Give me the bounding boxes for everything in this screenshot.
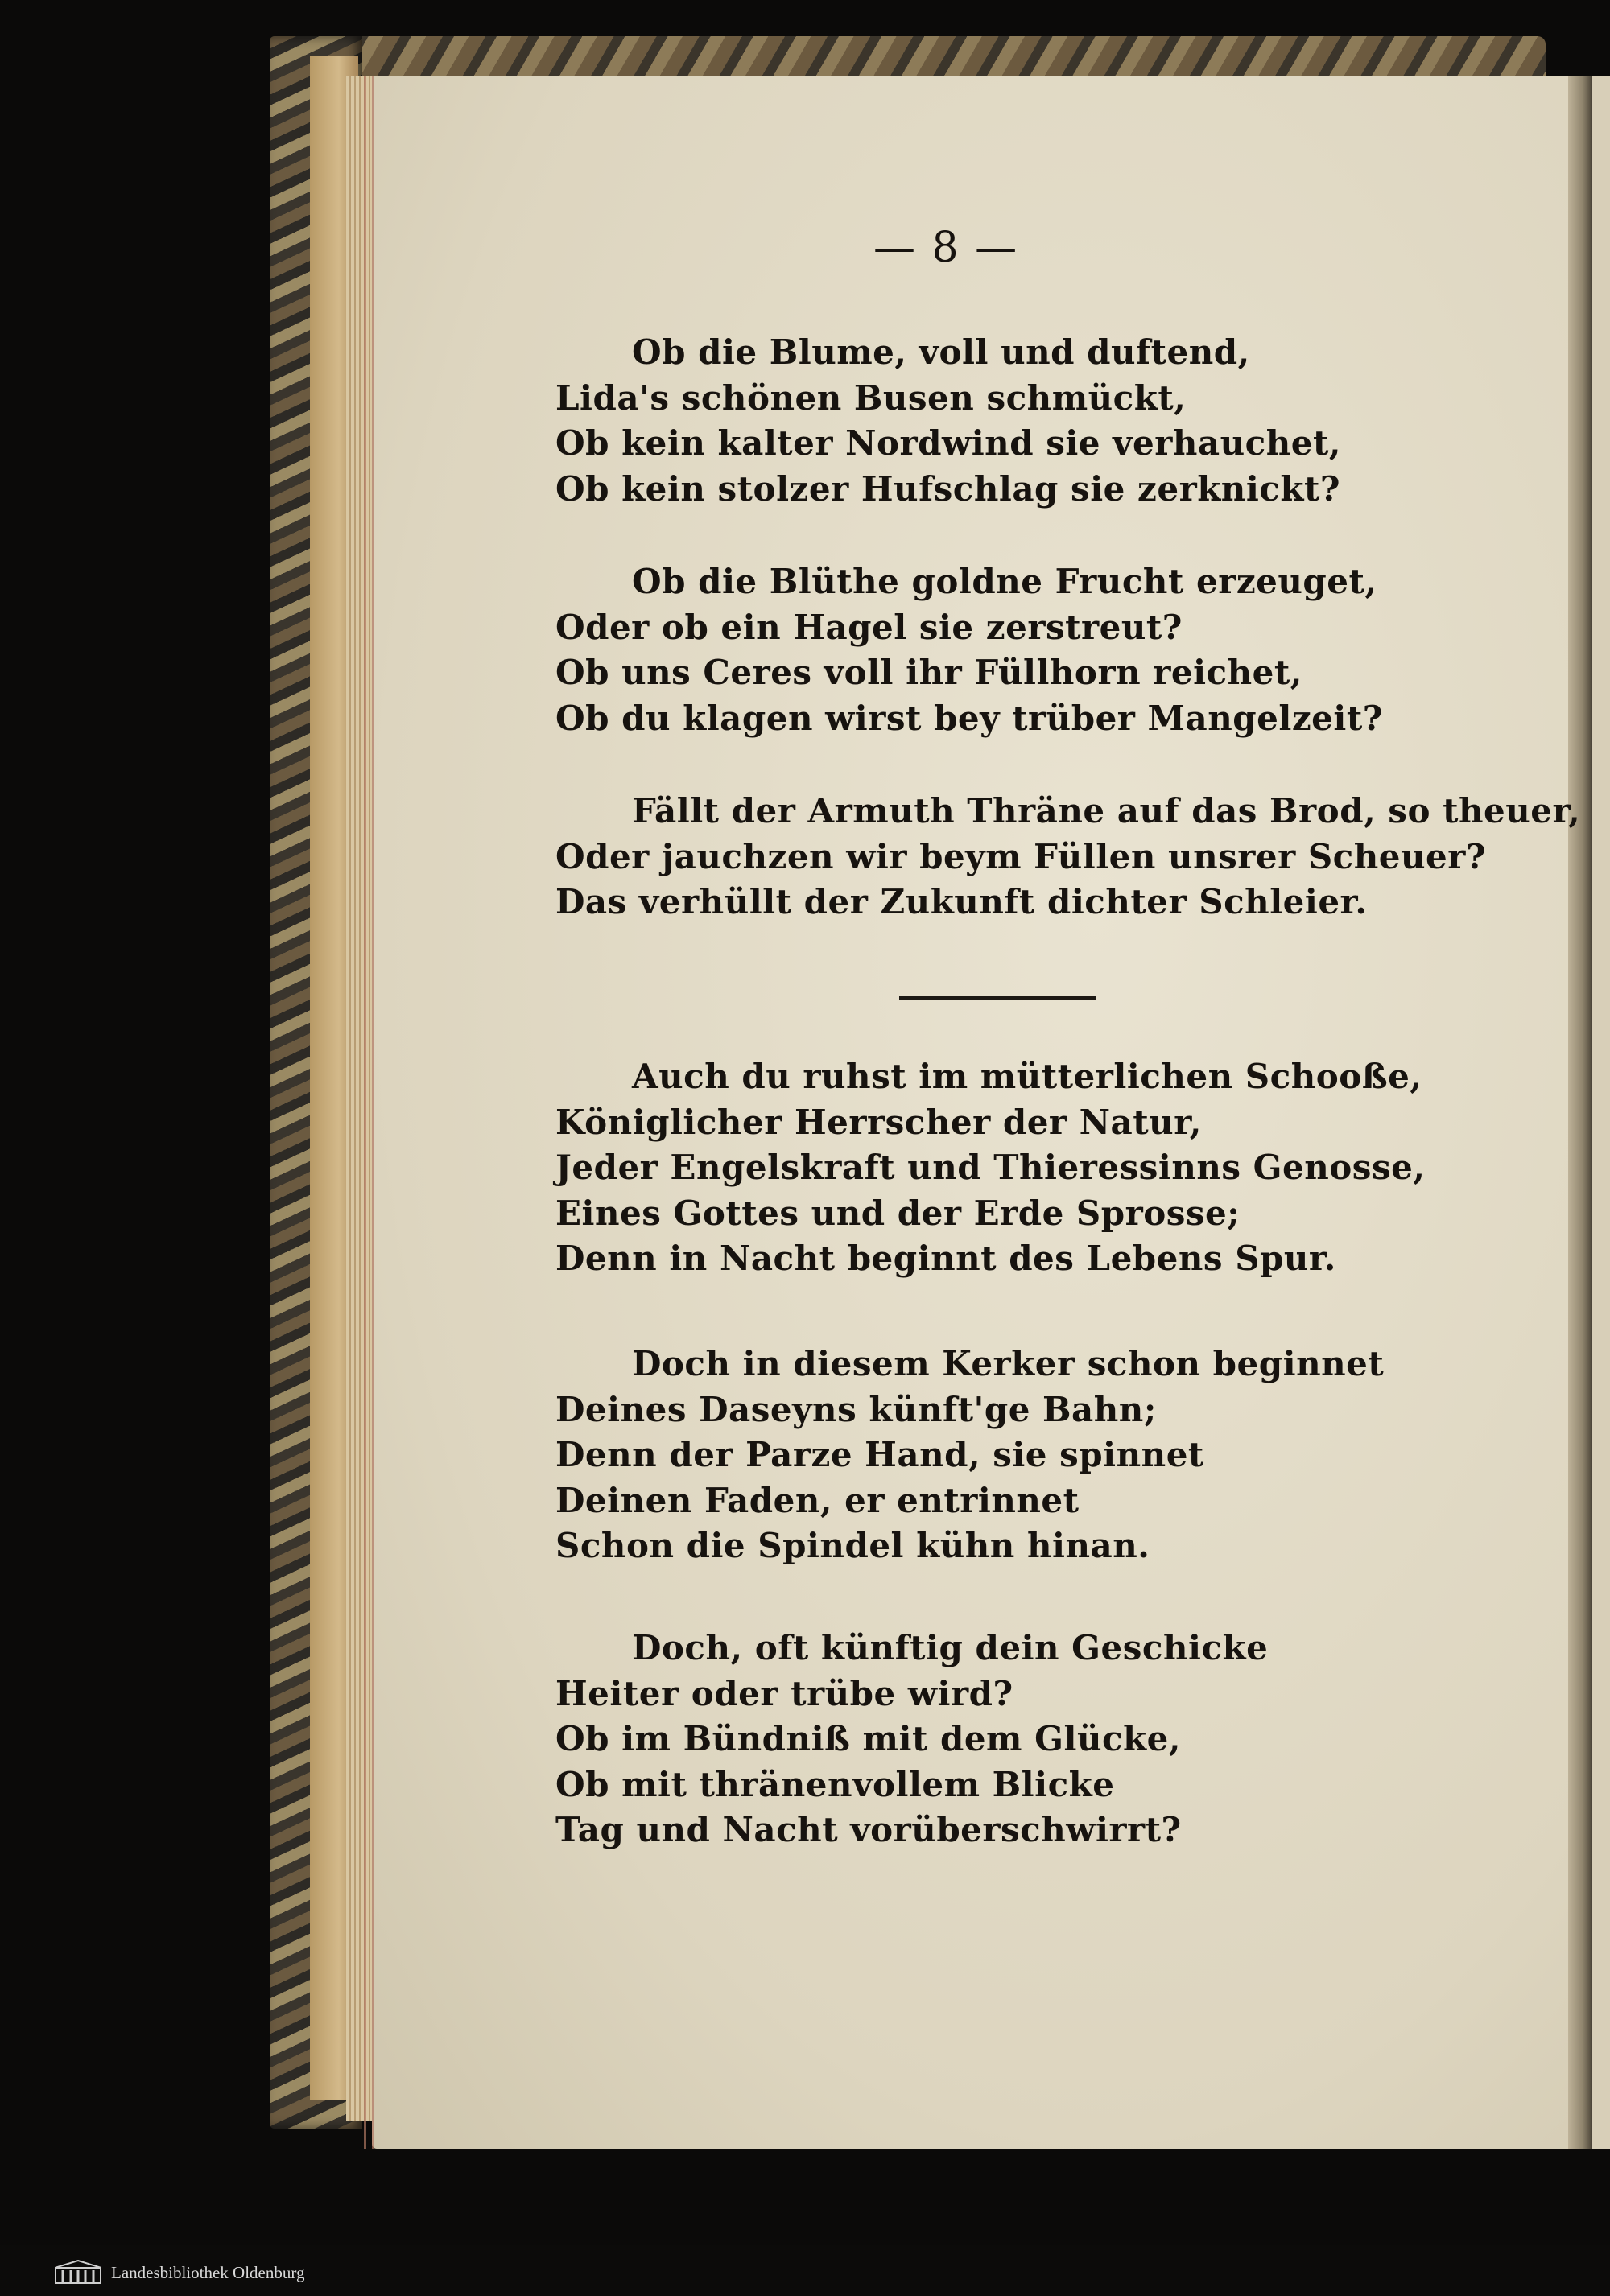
library-name: Landesbibliothek Oldenburg [111, 2263, 305, 2282]
verse-line: Ob die Blüthe goldne Frucht erzeuget, [632, 562, 1377, 601]
verse-line: Schon die Spindel kühn hinan. [555, 1526, 1150, 1566]
verse-line: Ob kein stolzer Hufschlag sie zerknickt? [555, 468, 1340, 509]
stanza [555, 1342, 1538, 1569]
page-edge-line [372, 76, 374, 2149]
verse-line: Ob mit thränenvollem Blicke [555, 1764, 1115, 1804]
stanza [555, 789, 1581, 925]
verse-line: Ob uns Ceres voll ihr Füllhorn reichet, [555, 653, 1302, 693]
verse-line: Oder jauchzen wir beym Füllen unsrer Scheuer? [555, 836, 1487, 876]
stanza [555, 1054, 1538, 1282]
verse-line: Eines Gottes und der Erde Sprosse; [555, 1193, 1241, 1233]
verse-line: Deinen Faden, er entrinnet [555, 1480, 1080, 1520]
verse-line: Tag und Nacht vorüberschwirrt? [555, 1810, 1182, 1850]
page-edge-line [364, 76, 366, 2149]
verse-line: Deines Daseyns künft'ge Bahn; [555, 1389, 1157, 1429]
verse-line: Ob im Bündniß mit dem Glücke, [555, 1719, 1182, 1759]
verse-line: Königlicher Herrscher der Natur, [555, 1102, 1202, 1142]
stanza [555, 559, 1538, 741]
verse-line: Jeder Engelskraft und Thieressinns Genosse, [555, 1148, 1426, 1188]
verse-line: Heiter oder trübe wird? [555, 1673, 1013, 1713]
book-gutter [1568, 76, 1592, 2149]
stanza [555, 1626, 1538, 1853]
verse-line: Ob kein kalter Nordwind sie verhauchet, [555, 423, 1342, 464]
verse-line: Auch du ruhst im mütterlichen Schooße, [632, 1057, 1422, 1096]
page-number: — 8 — [873, 224, 1019, 272]
verse-line: Doch, oft künftig dein Geschicke [632, 1628, 1269, 1667]
verse-line: Doch in diesem Kerker schon beginnet [632, 1344, 1385, 1383]
verse-line: Fällt der Armuth Thräne auf das Brod, so theuer, [632, 791, 1581, 831]
section-divider [899, 996, 1096, 1000]
verse-line: Denn in Nacht beginnt des Lebens Spur. [555, 1239, 1336, 1279]
verse-line: Das verhüllt der Zukunft dichter Schleier. [555, 882, 1368, 922]
library-building-icon [55, 2260, 101, 2284]
verse-line: Ob du klagen wirst bey trüber Mangelzeit? [555, 698, 1383, 738]
stanza [555, 330, 1538, 512]
verse-line: Oder ob ein Hagel sie zerstreut? [555, 607, 1183, 647]
facing-page-edge [1592, 76, 1610, 2149]
verse-line: Lida's schönen Busen schmückt, [555, 377, 1187, 418]
verse-line: Denn der Parze Hand, sie spinnet [555, 1435, 1204, 1475]
verse-line: Ob die Blume, voll und duftend, [632, 332, 1250, 372]
